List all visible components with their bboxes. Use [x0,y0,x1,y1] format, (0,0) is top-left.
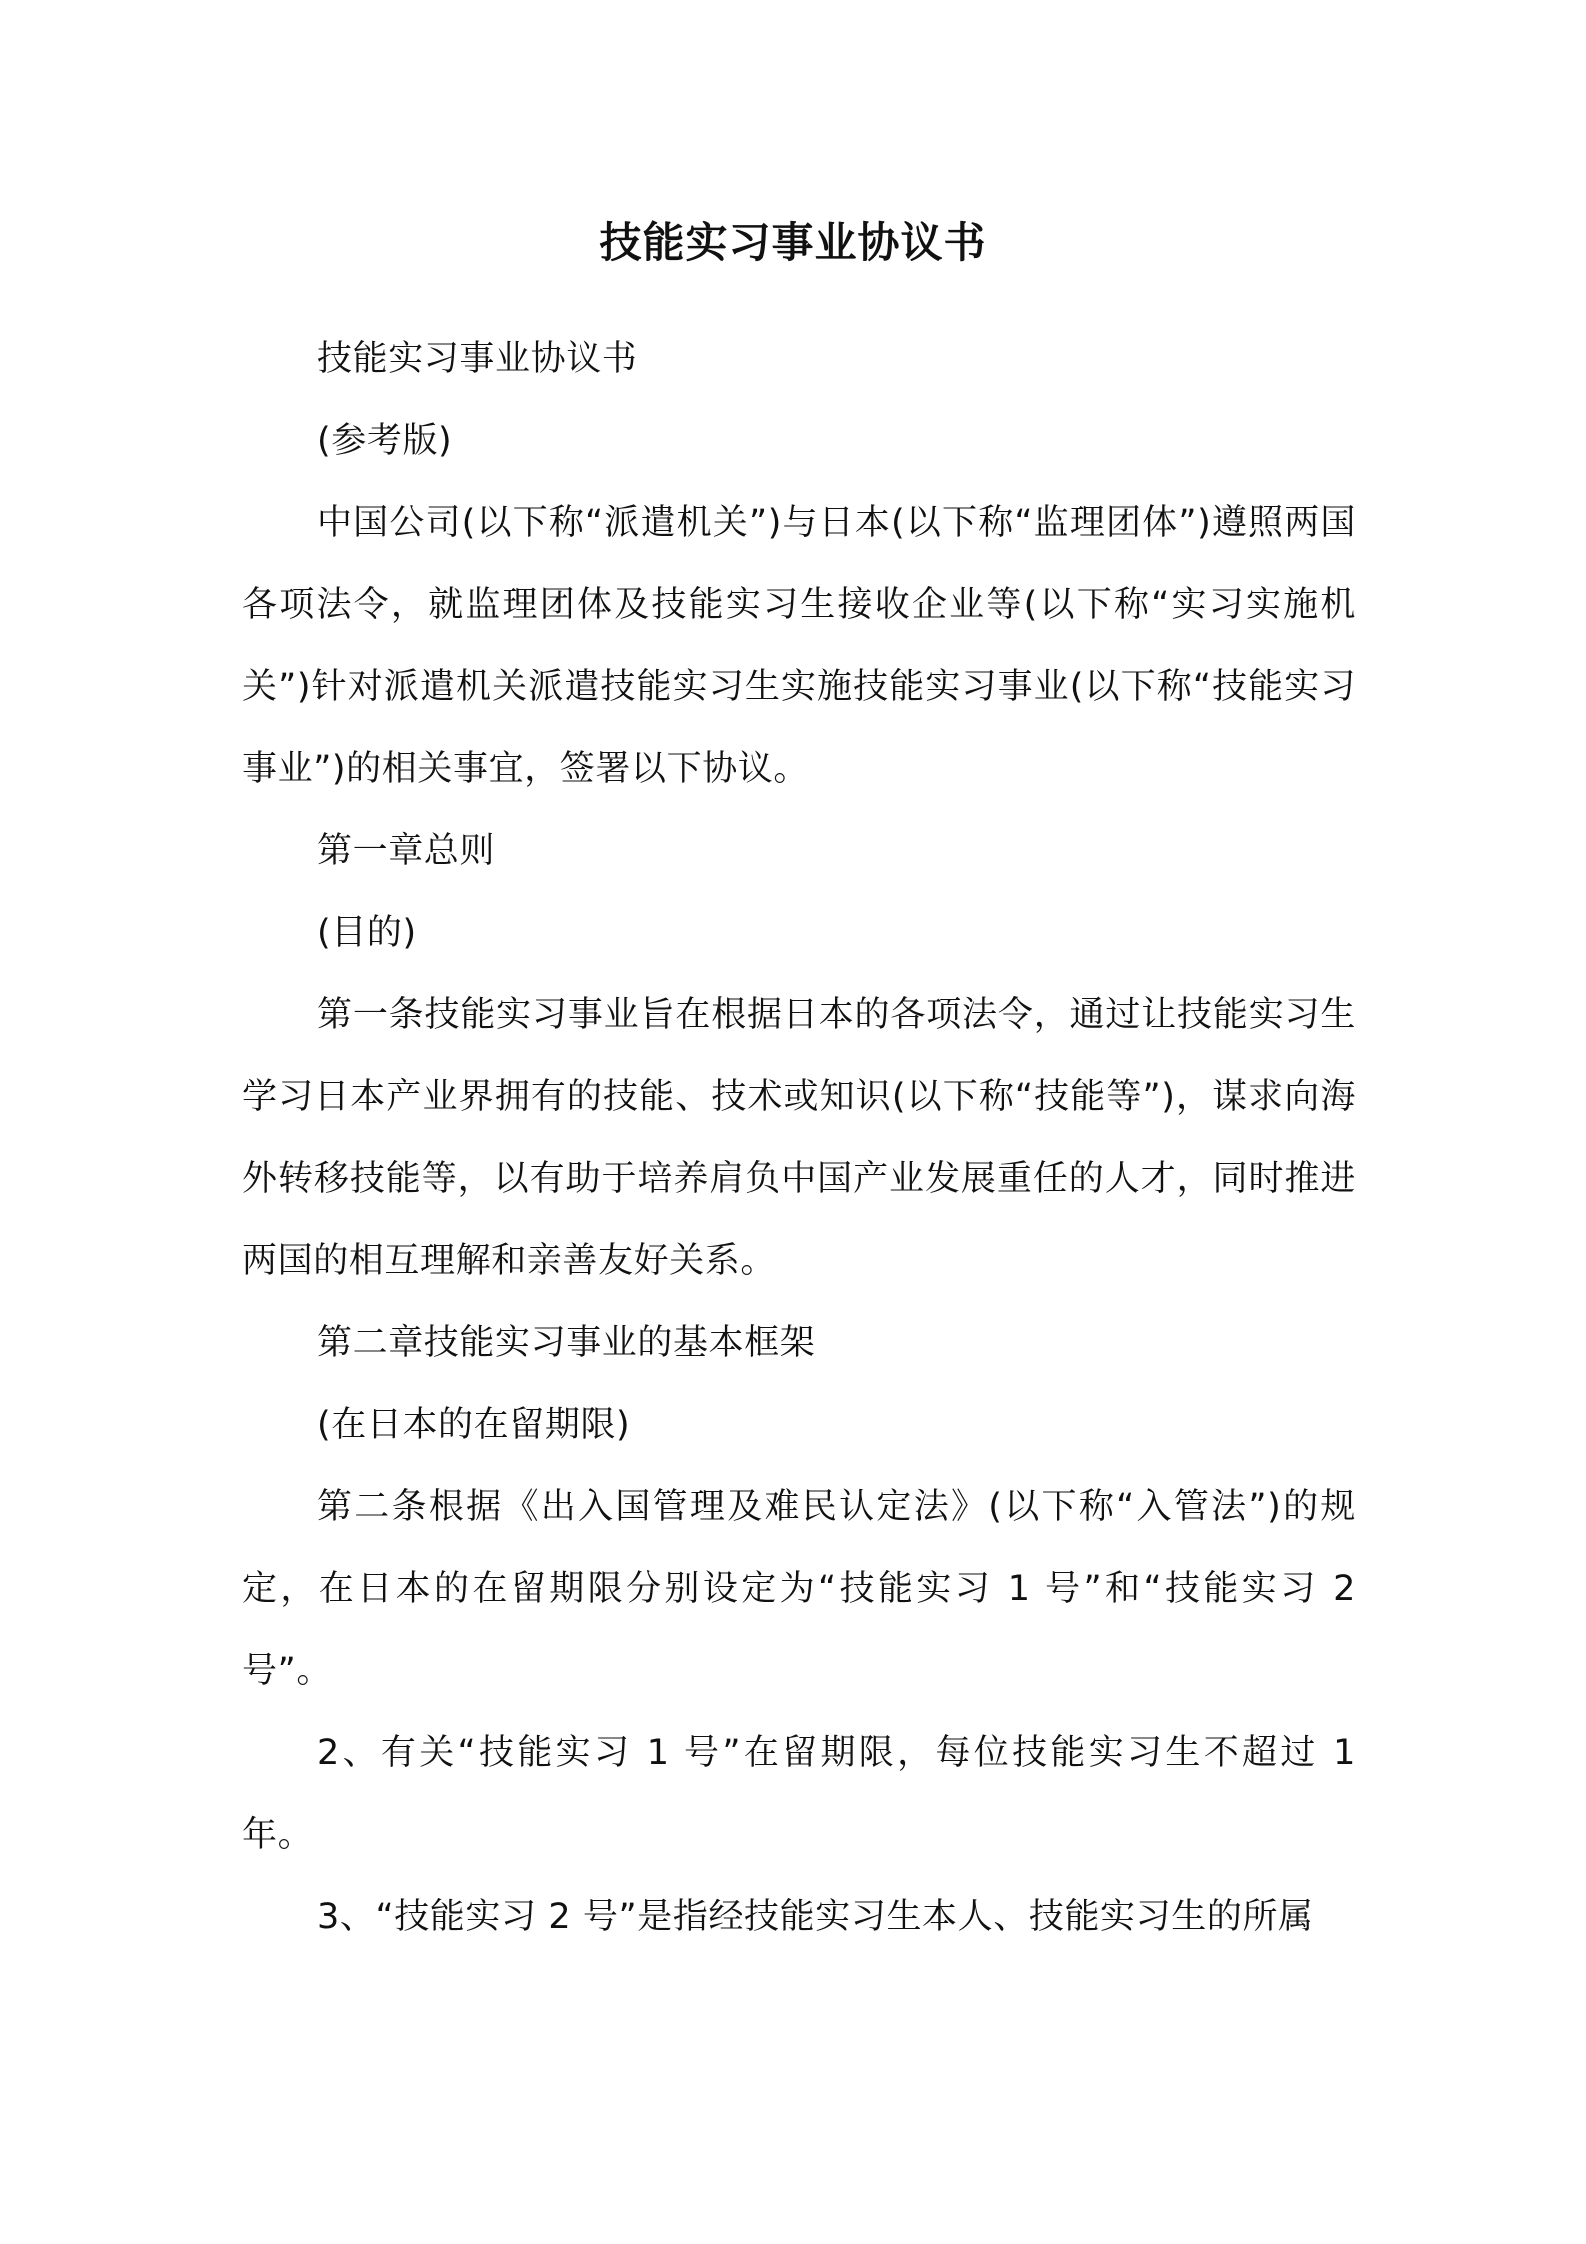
section-purpose-heading: (目的) [317,913,417,953]
article-2: 第二条根据《出入国管理及难民认定法》(以下称“入管法”)的规定，在日本的在留期限分别设定为“技能实习 1 号”和“技能实习 2 号”。 [242,1487,1356,1691]
paragraph-preamble: 中国公司(以下称“派遣机关”)与日本(以下称“监理团体”)遵照两国各项法令，就监理团体及技能实习生接收企业等(以下称“实习实施机关”)针对派遣机关派遣技能实习生实施技能实习事业(以下称“技能实习事业”)的相关事宜，签署以下协议。 [242,503,1356,789]
chapter-2-heading: 第二章技能实习事业的基本框架 [317,1323,816,1363]
section-stay-period-heading: (在日本的在留期限) [317,1405,631,1445]
document-body [242,318,1356,1958]
document-title: 技能实习事业协议书 [599,218,987,267]
chapter-1-heading: 第一章总则 [317,831,496,871]
article-2-clause-2: 2、有关“技能实习 1 号”在留期限，每位技能实习生不超过 1 年。 [242,1733,1356,1855]
article-1: 第一条技能实习事业旨在根据日本的各项法令，通过让技能实习生学习日本产业界拥有的技能、技术或知识(以下称“技能等”)，谋求向海外转移技能等，以有助于培养肩负中国产业发展重任的人才，同时推进两国的相互理解和亲善友好关系。 [242,995,1356,1281]
paragraph-version-note: (参考版) [317,421,453,461]
article-2-clause-3: 3、“技能实习 2 号”是指经技能实习生本人、技能实习生的所属 [317,1897,1314,1937]
paragraph-subtitle: 技能实习事业协议书 [317,339,638,379]
